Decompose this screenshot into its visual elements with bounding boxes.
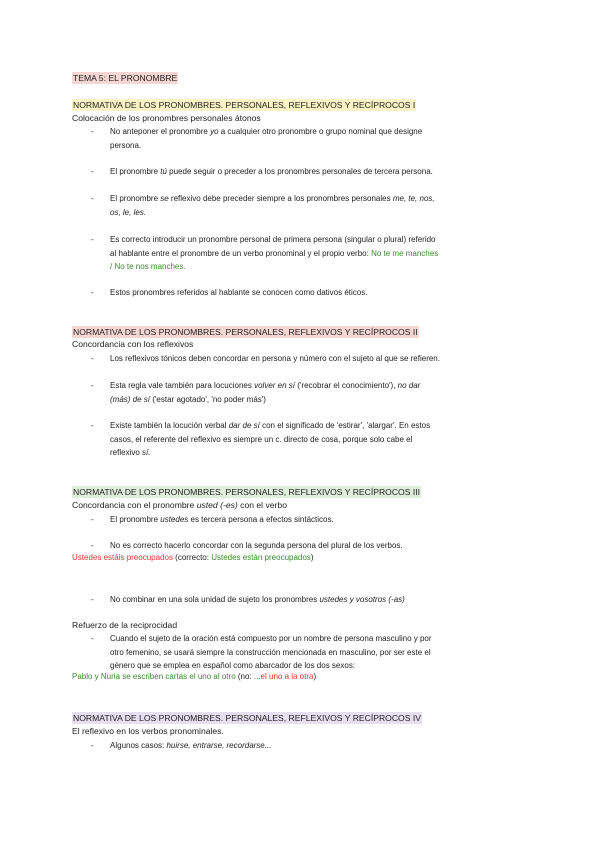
example-line: Ustedes estáis preocupados (correcto: Ustedes están preocupados): [72, 553, 314, 562]
section-3-subheading: Concordancia con el pronombre usted (-es) con el verbo: [72, 500, 287, 510]
document-page: TEMA 5: EL PRONOMBRE NORMATIVA DE LOS PRONOMBRES. PERSONALES, REFLEXIVOS Y RECÍPROCOS I Colocación de los pronombres personales átonos - No anteponer el pronombre yo a cualquier otro pronombre o grupo nominal que designe persona. - El pronombre tú puede seguir o preceder a los pronombres personales de tercera persona. - El pronombre se reflexivo debe preceder siempre a los pronombres personales me, te, nos, os, le, les. - Es correcto introducir un pronombre personal de primera persona (singular o plural) referido al hablante entre el pronombre de un verbo pronominal y el propio verbo: No te me manches / No te nos manches. - Estos pronombres referidos al hablante se conocen como dativos éticos. NORMATIVA DE LOS PRONOMBRES. PERSONALES, REFLEXIVOS Y RECÍPROCOS II Concordancia con los reflexivos - Los reflexivos tónicos deben concordar en persona y número con el sujeto al que se refieren. - Esta regla vale también para locuciones volver en sí ('recobrar el conocimiento'), no dar (más) de sí ('estar agotado', 'no poder más') - Existe también la locución verbal dar de sí con el significado de 'estirar', 'alargar'. En estos casos, el referente del reflexivo es siempre un c. directo de cosa, porque solo cabe el reflexivo sí. NORMATIVA DE LOS PRONOMBRES. PERSONALES, REFLEXIVOS Y RECÍPROCOS III Concordancia con el pronombre usted (-es) con el verbo - El pronombre ustedes es tercera persona a efectos sintácticos. - No es correcto hacerlo concordar con la segunda persona del plural de los verbos. Ustedes estáis preocupados (correcto: Ustedes están preocupados) - No combinar en una sola unidad de sujeto los pronombres ustedes y vosotros (-as) Refuerzo de la reciprocidad - Cuando el sujeto de la oración está compuesto por un nombre de persona masculino y por otro femenino, se usará siempre la construcción mencionada en masculino, por ser este el género que se emplea en español como abarcador de los dos sexos: Pablo y Nuria se escriben cartas el uno al otro (no: ...el uno a la otra) NORMATIVA DE LOS PRONOMBRES. PERSONALES, REFLEXIVOS Y RECÍPROCOS IV El reflexivo en los verbos pronominales. - Algunos casos: huirse, entrarse, recordarse...: [0, 0, 600, 848]
document-title: TEMA 5: EL PRONOMBRE: [73, 73, 178, 83]
section-4-subheading: El reflexivo en los verbos pronominales.: [72, 726, 224, 736]
example-line: Pablo y Nuria se escriben cartas el uno al otro (no: ...el uno a la otra): [72, 672, 317, 681]
section-3-heading: NORMATIVA DE LOS PRONOMBRES. PERSONALES, REFLEXIVOS Y RECÍPROCOS III: [73, 487, 421, 497]
section-1-heading: NORMATIVA DE LOS PRONOMBRES. PERSONALES, REFLEXIVOS Y RECÍPROCOS I: [73, 100, 416, 110]
section-2-heading: NORMATIVA DE LOS PRONOMBRES. PERSONALES, REFLEXIVOS Y RECÍPROCOS II: [73, 327, 418, 337]
section-3-subheading-2: Refuerzo de la reciprocidad: [72, 620, 178, 630]
section-4-heading: NORMATIVA DE LOS PRONOMBRES. PERSONALES, REFLEXIVOS Y RECÍPROCOS IV: [73, 713, 421, 723]
section-1-subheading: Colocación de los pronombres personales átonos: [72, 113, 261, 123]
section-2-subheading: Concordancia con los reflexivos: [72, 339, 194, 349]
